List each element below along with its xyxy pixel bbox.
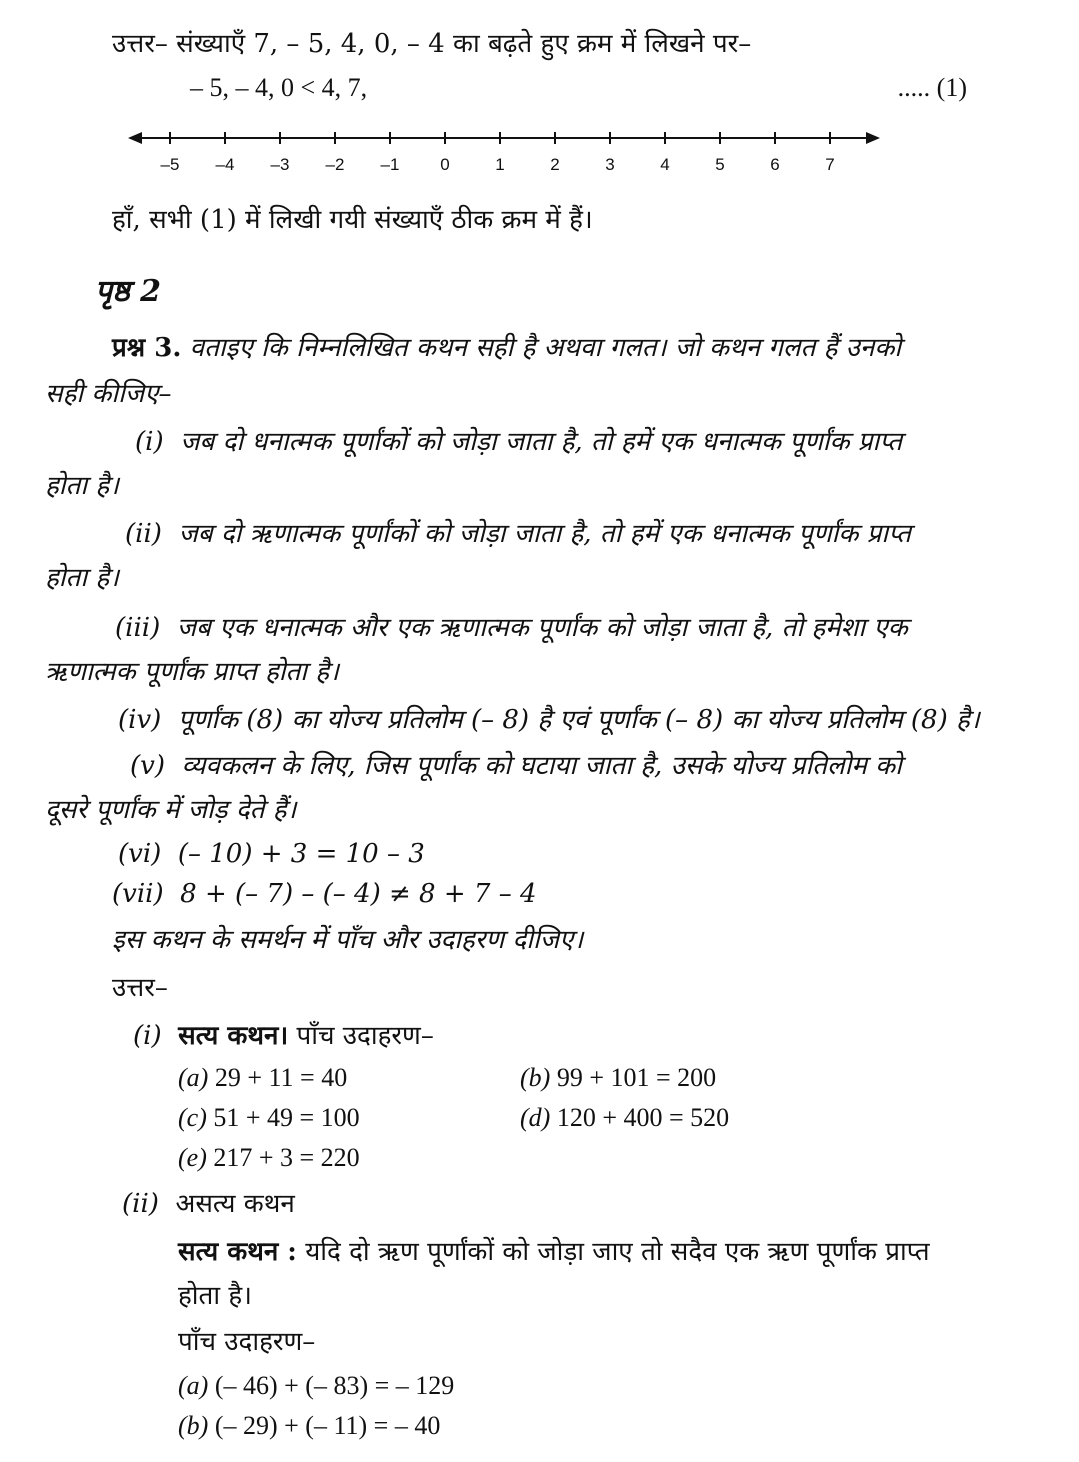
answer-part-i — [133, 1020, 434, 1052]
answer-part-number: (ii) — [122, 1189, 159, 1219]
statement-number: (vii) — [112, 879, 164, 909]
statement-iv — [118, 704, 980, 736]
number-line-tick-label: 6 — [770, 155, 780, 174]
example-ii-b — [178, 1410, 440, 1442]
number-line-tick-label: –1 — [380, 155, 400, 174]
statement-i-cont: होता है। — [45, 471, 120, 501]
number-line-tick-label: –4 — [215, 155, 235, 174]
statement-iii — [115, 612, 908, 644]
conclusion-line: हाँ, सभी (1) में लिखी गयी संख्याएँ ठीक क्रम में हैं। — [112, 205, 593, 235]
statement-text: जब दो धनात्मक पूर्णांकों को जोड़ा जाता है, तो हमें एक धनात्मक पूर्णांक प्राप्त — [180, 427, 903, 457]
question-line-2: सही कीजिए– — [45, 379, 172, 409]
equation-reference: ..... (1) — [897, 73, 967, 102]
answer-part-rest: पाँच उदाहरण– — [296, 1021, 434, 1051]
answer-part-number: (i) — [133, 1021, 162, 1051]
number-line-tick-label: –2 — [325, 155, 345, 174]
example-expr: 51 + 49 = 100 — [213, 1103, 360, 1132]
statement-i — [135, 426, 902, 458]
number-line-tick-label: 2 — [550, 155, 560, 174]
support-line: इस कथन के समर्थन में पाँच और उदाहरण दीजिए। — [112, 925, 584, 955]
number-line-tick-label: 0 — [440, 155, 450, 174]
statement-text: पूर्णांक (8) का योज्य प्रतिलोम (– 8) है एवं पूर्णांक (– 8) का योज्य प्रतिलोम (8) है। — [177, 705, 980, 735]
number-line-tick-label: 3 — [605, 155, 615, 174]
statement-text: जब दो ऋणात्मक पूर्णांकों को जोड़ा जाता है, तो हमें एक धनात्मक पूर्णांक प्राप्त — [178, 519, 911, 549]
example-ii-a — [178, 1370, 454, 1402]
number-line-tick-label: –5 — [160, 155, 180, 174]
number-line — [120, 124, 890, 184]
example-tag: (e) — [178, 1143, 207, 1172]
number-line-tick-label: 4 — [660, 155, 670, 174]
true-statement-text: यदि दो ऋण पूर्णांकों को जोड़ा जाए तो सदैव एक ऋण पूर्णांक प्राप्त — [305, 1237, 930, 1267]
answer-label: उत्तर– — [112, 973, 168, 1003]
example-tag: (c) — [178, 1103, 207, 1132]
statement-number: (i) — [135, 427, 164, 457]
true-statement-line-1 — [178, 1236, 930, 1268]
number-line-tick-label: 5 — [715, 155, 725, 174]
example-tag: (a) — [178, 1371, 209, 1400]
statement-text: जब एक धनात्मक और एक ऋणात्मक पूर्णांक को जोड़ा जाता है, तो हमेशा एक — [176, 613, 908, 643]
statement-ii — [125, 518, 911, 550]
example-tag: (a) — [178, 1063, 209, 1092]
number-line-tick-label: –3 — [270, 155, 290, 174]
statement-vi — [118, 838, 425, 870]
question-line-1 — [112, 332, 901, 364]
number-line-left-arrow — [128, 132, 142, 144]
number-line-right-arrow — [866, 132, 880, 144]
statement-number: (ii) — [125, 519, 162, 549]
page-heading: पृष्ठ 2 — [95, 274, 162, 309]
statement-v-cont: दूसरे पूर्णांक में जोड़ देते हैं। — [45, 795, 297, 825]
example-expr: (– 29) + (– 11) = – 40 — [214, 1411, 441, 1440]
statement-number: (iv) — [118, 705, 162, 735]
examples-label: पाँच उदाहरण– — [178, 1327, 316, 1357]
example-tag: (b) — [520, 1063, 551, 1092]
answer-part-title: सत्य कथन। — [178, 1021, 289, 1051]
true-statement-label: सत्य कथन : — [178, 1237, 297, 1267]
question-label: प्रश्न 3. — [112, 333, 182, 363]
example-expr: 29 + 11 = 40 — [214, 1063, 348, 1092]
example-c — [178, 1102, 360, 1134]
statement-number: (v) — [130, 751, 165, 781]
statement-vii — [112, 878, 537, 910]
example-expr: 217 + 3 = 220 — [213, 1143, 360, 1172]
statement-number: (iii) — [115, 613, 161, 643]
question-text: वताइए कि निम्नलिखित कथन सही है अथवा गलत। जो कथन गलत हैं उनको — [189, 333, 902, 363]
example-expr: (– 46) + (– 83) = – 129 — [214, 1371, 455, 1400]
statement-v — [130, 750, 902, 782]
example-d — [520, 1102, 729, 1134]
example-expr: 120 + 400 = 520 — [556, 1103, 730, 1132]
statement-text: (– 10) + 3 = 10 – 3 — [177, 839, 425, 869]
statement-text: व्यवकलन के लिए, जिस पूर्णांक को घटाया जाता है, उसके योज्य प्रतिलोम को — [181, 751, 902, 781]
number-line-tick-label: 1 — [495, 155, 505, 174]
example-expr: 99 + 101 = 200 — [556, 1063, 717, 1092]
answer-part-ii — [122, 1188, 295, 1220]
statement-ii-cont: होता है। — [45, 563, 120, 593]
example-a — [178, 1062, 347, 1094]
answer-part-title: असत्य कथन — [175, 1189, 295, 1219]
example-tag: (d) — [520, 1103, 551, 1132]
statement-iii-cont: ऋणात्मक पूर्णांक प्राप्त होता है। — [45, 657, 339, 687]
example-b — [520, 1062, 716, 1094]
true-statement-line-2: होता है। — [178, 1281, 253, 1311]
answer-intro-line: उत्तर– संख्याएँ 7, – 5, 4, 0, – 4 का बढ़ते हुए क्रम में लिखने पर– — [112, 29, 752, 59]
ordered-sequence: – 5, – 4, 0 < 4, 7, — [190, 73, 368, 102]
number-line-tick-label: 7 — [825, 155, 835, 174]
example-e — [178, 1142, 360, 1174]
statement-text: 8 + (– 7) – (– 4) ≠ 8 + 7 – 4 — [180, 879, 537, 909]
example-tag: (b) — [178, 1411, 209, 1440]
statement-number: (vi) — [118, 839, 162, 869]
